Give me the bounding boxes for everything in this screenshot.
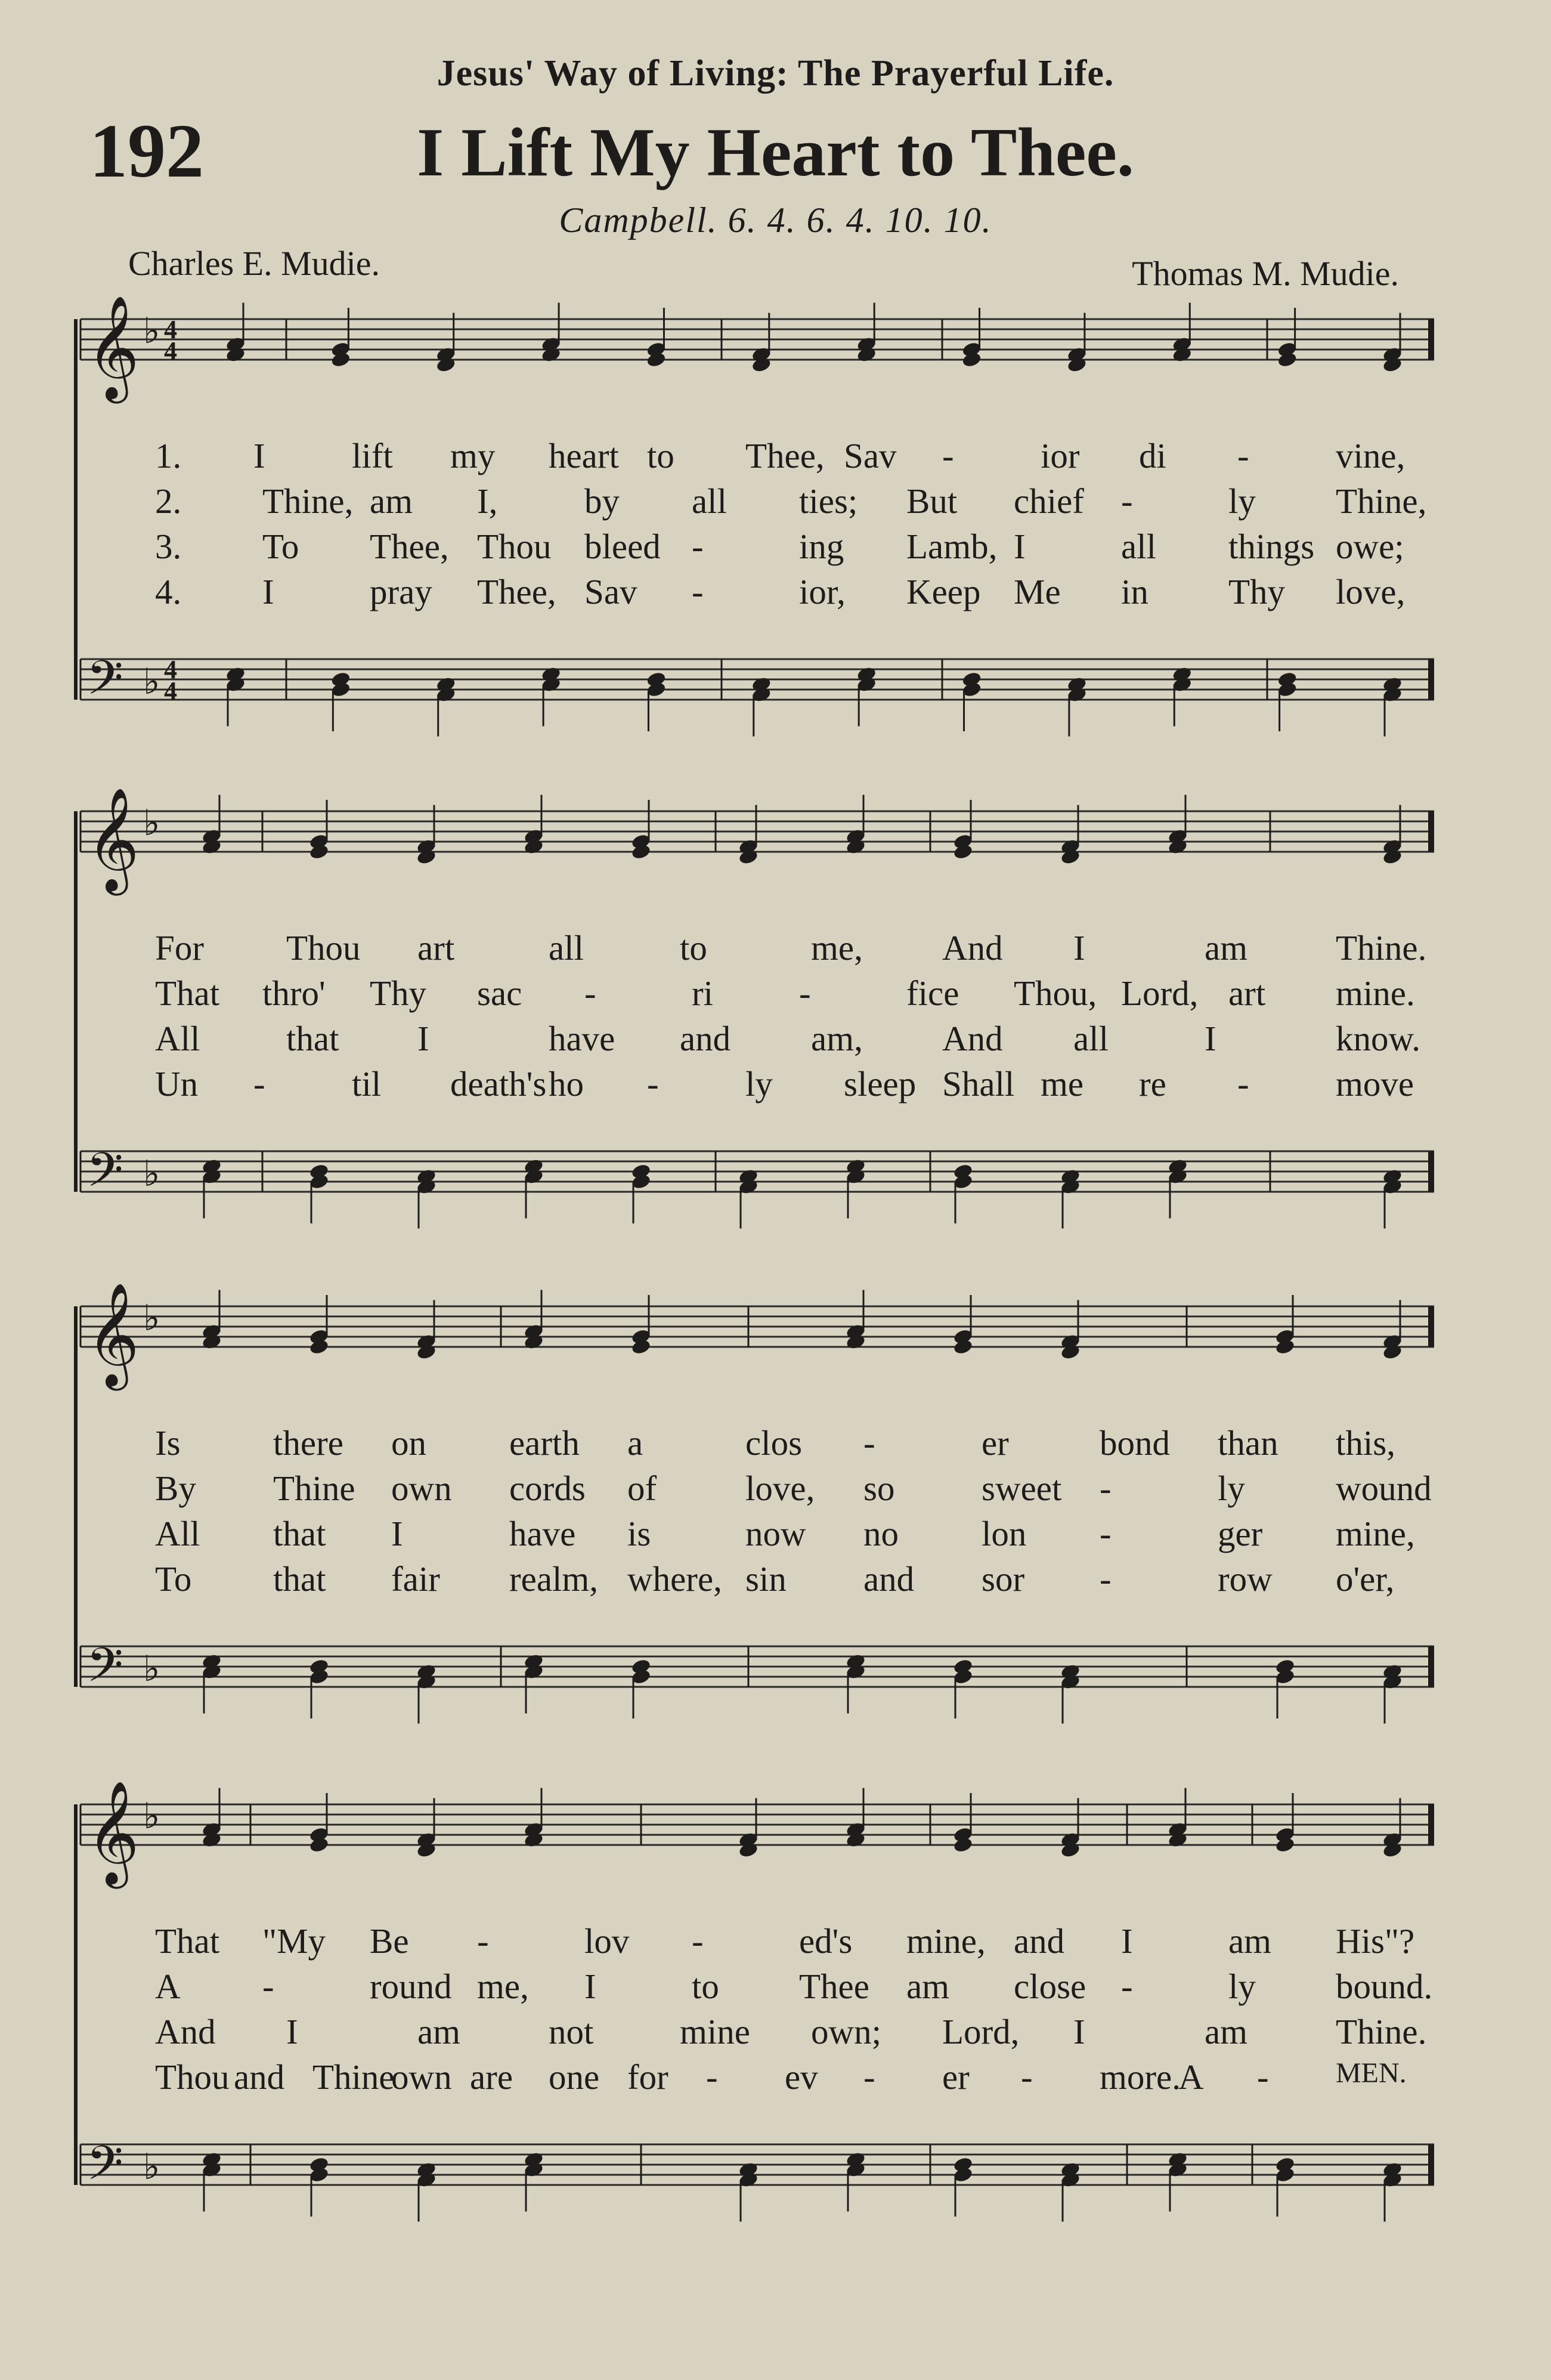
lyric-syllable: bleed: [584, 527, 661, 566]
lyric-syllable: am: [906, 1967, 950, 2006]
lyric-syllable: art: [1228, 973, 1266, 1013]
lyric-syllable: are: [470, 2057, 513, 2097]
lyric-syllable: am,: [811, 1019, 863, 1058]
lyric-syllable: Thou: [477, 527, 552, 566]
lyric-syllable: know.: [1336, 1019, 1421, 1058]
time-signature-bottom: 4: [164, 676, 177, 706]
lyric-syllable: art: [417, 928, 455, 968]
lyric-syllable: -: [477, 1921, 489, 1961]
lyric-syllable: ly: [1228, 1967, 1256, 2006]
bass-clef-icon: 𝄢: [86, 1142, 123, 1209]
lyric-syllable: mine,: [906, 1921, 986, 1961]
lyric-syllable: "My: [262, 1921, 326, 1961]
lyric-syllable: Un: [155, 1064, 199, 1104]
lyric-syllable: -: [942, 436, 954, 475]
lyric-syllable: that: [286, 1019, 339, 1058]
lyric-syllable: -: [1100, 1514, 1112, 1553]
lyric-syllable: fice: [906, 973, 959, 1013]
lyric-syllable: not: [549, 2012, 594, 2051]
lyric-syllable: Be: [370, 1921, 409, 1961]
lyric-syllable: di: [1139, 436, 1166, 475]
lyric-syllable: That: [155, 973, 220, 1013]
lyric-syllable: love,: [745, 1469, 815, 1508]
lyric-syllable: so: [863, 1469, 895, 1508]
lyric-syllable: ly: [1228, 481, 1256, 521]
flat-key-signature-icon: ♭: [143, 1795, 160, 1837]
lyric-syllable: Lord,: [1121, 973, 1199, 1013]
lyric-syllable: I: [286, 2012, 298, 2051]
lyric-syllable: All: [155, 1514, 200, 1553]
lyric-syllable: Thou: [286, 928, 361, 968]
lyric-syllable: am: [1205, 928, 1248, 968]
lyric-syllable: mine: [680, 2012, 750, 2051]
treble-clef-icon: 𝄞: [86, 295, 140, 399]
lyric-syllable: no: [863, 1514, 899, 1553]
lyric-syllable: pray: [370, 572, 432, 611]
lyric-syllable: ho: [549, 1064, 584, 1104]
hymn-title: I Lift My Heart to Thee.: [417, 115, 1134, 191]
lyric-syllable: But: [906, 481, 958, 521]
lyric-syllable: ri: [692, 973, 714, 1013]
lyric-syllable: ly: [1218, 1469, 1245, 1508]
lyric-syllable: ior,: [799, 572, 846, 611]
lyric-syllable: -: [584, 973, 596, 1013]
flat-key-signature-icon: ♭: [143, 1297, 160, 1339]
lyric-syllable: I: [1205, 1019, 1216, 1058]
lyric-syllable: one: [549, 2057, 600, 2097]
lyric-syllable: own;: [811, 2012, 881, 2051]
lyric-syllable: in: [1121, 572, 1148, 611]
lyric-syllable: and: [234, 2057, 285, 2097]
lyric-syllable: chief: [1014, 481, 1084, 521]
lyric-syllable: all: [692, 481, 727, 521]
composer: Thomas M. Mudie.: [1132, 254, 1399, 293]
lyric-syllable: this,: [1336, 1423, 1395, 1463]
lyric-syllable: I: [417, 1019, 429, 1058]
lyric-syllable: of: [627, 1469, 657, 1508]
section-title: Jesus' Way of Living: The Prayerful Life.: [436, 53, 1115, 94]
lyric-syllable: To: [262, 527, 299, 566]
lyric-syllable: a: [627, 1423, 643, 1463]
lyric-syllable: Thou: [155, 2057, 230, 2097]
lyric-syllable: and: [863, 1559, 915, 1599]
lyric-syllable: 2.: [155, 481, 182, 521]
lyric-syllable: 3.: [155, 527, 182, 566]
lyric-syllable: -: [1121, 481, 1133, 521]
lyric-syllable: til: [352, 1064, 382, 1104]
lyric-syllable: I: [1121, 1921, 1133, 1961]
lyric-syllable: own: [391, 2057, 452, 2097]
bass-clef-icon: 𝄢: [86, 2135, 123, 2202]
lyric-syllable: ior: [1041, 436, 1080, 475]
lyric-syllable: Thy: [370, 973, 427, 1013]
lyric-syllable: For: [155, 928, 204, 968]
lyric-syllable: And: [155, 2012, 216, 2051]
lyric-syllable: sin: [745, 1559, 787, 1599]
lyric-syllable: -: [692, 572, 704, 611]
lyric-syllable: to: [680, 928, 707, 968]
lyric-syllable: sac: [477, 973, 522, 1013]
lyric-syllable: 1.: [155, 436, 182, 475]
lyric-syllable: realm,: [509, 1559, 599, 1599]
lyric-syllable: I: [1014, 527, 1026, 566]
flat-key-signature-icon: ♭: [143, 661, 160, 703]
lyric-syllable: round: [370, 1967, 452, 2006]
lyric-syllable: Thee,: [477, 572, 556, 611]
flat-key-signature-icon: ♭: [143, 310, 160, 352]
lyric-syllable: His"?: [1336, 1921, 1415, 1961]
lyric-syllable: now: [745, 1514, 806, 1553]
lyric-syllable: by: [584, 481, 620, 521]
lyric-syllable: sweet: [982, 1469, 1062, 1508]
lyric-syllable: o'er,: [1336, 1559, 1395, 1599]
lyric-syllable: I: [262, 572, 274, 611]
lyric-syllable: move: [1336, 1064, 1414, 1104]
lyric-syllable: death's: [450, 1064, 547, 1104]
lyric-syllable: Thine,: [262, 481, 354, 521]
treble-clef-icon: 𝄞: [86, 787, 140, 891]
lyric-syllable: -: [1021, 2057, 1033, 2097]
lyric-syllable: fair: [391, 1559, 440, 1599]
lyric-syllable: I,: [477, 481, 498, 521]
lyric-syllable: 4.: [155, 572, 182, 611]
lyric-syllable: am: [370, 481, 413, 521]
lyric-syllable: -: [863, 1423, 875, 1463]
lyric-syllable: me,: [811, 928, 863, 968]
lyric-syllable: lov: [584, 1921, 630, 1961]
lyric-syllable: am: [1205, 2012, 1248, 2051]
lyric-syllable: And: [942, 928, 1003, 968]
lyric-syllable: to: [692, 1967, 719, 2006]
lyric-syllable: wound: [1336, 1469, 1432, 1508]
lyric-syllable: all: [1073, 1019, 1109, 1058]
lyric-syllable: MEN.: [1336, 2057, 1407, 2089]
lyric-syllable: on: [391, 1423, 426, 1463]
lyric-syllable: Thy: [1228, 572, 1286, 611]
lyric-syllable: own: [391, 1469, 452, 1508]
bass-clef-icon: 𝄢: [86, 1637, 123, 1704]
lyric-syllable: love,: [1336, 572, 1406, 611]
lyric-syllable: Shall: [942, 1064, 1015, 1104]
lyric-syllable: ties;: [799, 481, 858, 521]
lyric-syllable: Thine.: [1336, 2012, 1427, 2051]
lyric-syllable: Thine: [273, 1469, 355, 1508]
lyric-syllable: And: [942, 1019, 1003, 1058]
time-signature-top: 4: [164, 315, 177, 344]
flat-key-signature-icon: ♭: [143, 1153, 160, 1195]
tune-meter: Campbell. 6. 4. 6. 4. 10. 10.: [559, 200, 992, 240]
lyric-syllable: am: [1228, 1921, 1272, 1961]
lyric-syllable: have: [509, 1514, 576, 1553]
lyric-syllable: my: [450, 436, 496, 475]
lyric-syllable: er: [942, 2057, 970, 2097]
lyric-syllable: -: [1257, 2057, 1269, 2097]
lyric-syllable: all: [1121, 527, 1156, 566]
lyric-syllable: Lamb,: [906, 527, 998, 566]
lyric-syllable: Sav: [584, 572, 637, 611]
lyric-syllable: Thine.: [1336, 928, 1427, 968]
lyric-syllable: cords: [509, 1469, 586, 1508]
lyric-syllable: -: [1100, 1469, 1112, 1508]
lyric-syllable: vine,: [1336, 436, 1406, 475]
author: Charles E. Mudie.: [128, 244, 380, 283]
lyric-syllable: Thine: [312, 2057, 395, 2097]
lyric-syllable: bond: [1100, 1423, 1170, 1463]
lyric-syllable: that: [273, 1514, 326, 1553]
lyric-syllable: Is: [155, 1423, 181, 1463]
lyric-syllable: -: [692, 1921, 704, 1961]
lyric-syllable: All: [155, 1019, 200, 1058]
lyric-syllable: to: [647, 436, 674, 475]
lyric-syllable: I: [1073, 928, 1085, 968]
lyric-syllable: and: [680, 1019, 731, 1058]
lyric-syllable: A: [1178, 2057, 1204, 2097]
lyric-syllable: By: [155, 1469, 196, 1508]
flat-key-signature-icon: ♭: [143, 2146, 160, 2188]
lyric-syllable: A: [155, 1967, 181, 2006]
lyric-syllable: me: [1041, 1064, 1084, 1104]
lyric-syllable: more.: [1100, 2057, 1181, 2097]
lyric-syllable: ev: [785, 2057, 818, 2097]
lyric-syllable: -: [262, 1967, 274, 2006]
lyric-syllable: -: [1237, 436, 1249, 475]
flat-key-signature-icon: ♭: [143, 802, 160, 844]
lyric-syllable: owe;: [1336, 527, 1404, 566]
hymn-number: 192: [89, 109, 204, 193]
bass-clef-icon: 𝄢: [86, 650, 123, 717]
lyric-syllable: To: [155, 1559, 192, 1599]
lyric-syllable: Thine,: [1336, 481, 1427, 521]
time-signature-bottom: 4: [164, 336, 177, 366]
lyric-syllable: heart: [549, 436, 619, 475]
lyric-syllable: sleep: [844, 1064, 917, 1104]
lyric-syllable: is: [627, 1514, 651, 1553]
lyric-syllable: ly: [745, 1064, 773, 1104]
lyric-syllable: ger: [1218, 1514, 1263, 1553]
lyric-syllable: -: [1100, 1559, 1112, 1599]
lyric-syllable: That: [155, 1921, 220, 1961]
lyric-syllable: -: [647, 1064, 659, 1104]
treble-clef-icon: 𝄞: [86, 1781, 140, 1884]
lyric-syllable: that: [273, 1559, 326, 1599]
lyric-syllable: mine,: [1336, 1514, 1415, 1553]
lyric-syllable: bound.: [1336, 1967, 1433, 2006]
lyric-syllable: mine.: [1336, 973, 1415, 1013]
lyric-syllable: Thou,: [1014, 973, 1097, 1013]
lyric-syllable: for: [627, 2057, 668, 2097]
lyric-syllable: I: [391, 1514, 403, 1553]
lyric-syllable: have: [549, 1019, 615, 1058]
lyric-syllable: Keep: [906, 572, 981, 611]
lyric-syllable: Lord,: [942, 2012, 1020, 2051]
lyric-syllable: all: [549, 928, 584, 968]
lyric-syllable: Thee: [799, 1967, 869, 2006]
lyric-syllable: clos: [745, 1423, 803, 1463]
lyric-syllable: Thee,: [745, 436, 825, 475]
lyric-syllable: ed's: [799, 1921, 853, 1961]
lyric-syllable: lift: [352, 436, 393, 475]
lyric-syllable: close: [1014, 1967, 1086, 2006]
lyric-syllable: things: [1228, 527, 1315, 566]
lyric-syllable: ing: [799, 527, 844, 566]
lyric-syllable: -: [863, 2057, 875, 2097]
flat-key-signature-icon: ♭: [143, 1648, 160, 1690]
lyric-syllable: Thee,: [370, 527, 449, 566]
lyric-syllable: -: [1237, 1064, 1249, 1104]
lyric-syllable: thro': [262, 973, 326, 1013]
lyric-syllable: re: [1139, 1064, 1166, 1104]
lyric-syllable: than: [1218, 1423, 1278, 1463]
lyric-syllable: row: [1218, 1559, 1273, 1599]
lyric-syllable: -: [799, 973, 811, 1013]
treble-clef-icon: 𝄞: [86, 1282, 140, 1386]
lyric-syllable: lon: [982, 1514, 1027, 1553]
lyric-syllable: where,: [627, 1559, 722, 1599]
lyric-syllable: Me: [1014, 572, 1061, 611]
lyric-syllable: there: [273, 1423, 343, 1463]
time-signature-top: 4: [164, 655, 177, 684]
lyric-syllable: am: [417, 2012, 461, 2051]
lyric-syllable: I: [253, 436, 265, 475]
lyric-syllable: -: [1121, 1967, 1133, 2006]
lyric-syllable: -: [706, 2057, 718, 2097]
lyric-syllable: earth: [509, 1423, 580, 1463]
lyric-syllable: Sav: [844, 436, 897, 475]
lyric-syllable: er: [982, 1423, 1009, 1463]
lyric-syllable: -: [692, 527, 704, 566]
lyric-syllable: -: [253, 1064, 265, 1104]
lyric-syllable: sor: [982, 1559, 1025, 1599]
lyric-syllable: I: [1073, 2012, 1085, 2051]
lyric-syllable: and: [1014, 1921, 1065, 1961]
lyric-syllable: I: [584, 1967, 596, 2006]
lyric-syllable: me,: [477, 1967, 529, 2006]
